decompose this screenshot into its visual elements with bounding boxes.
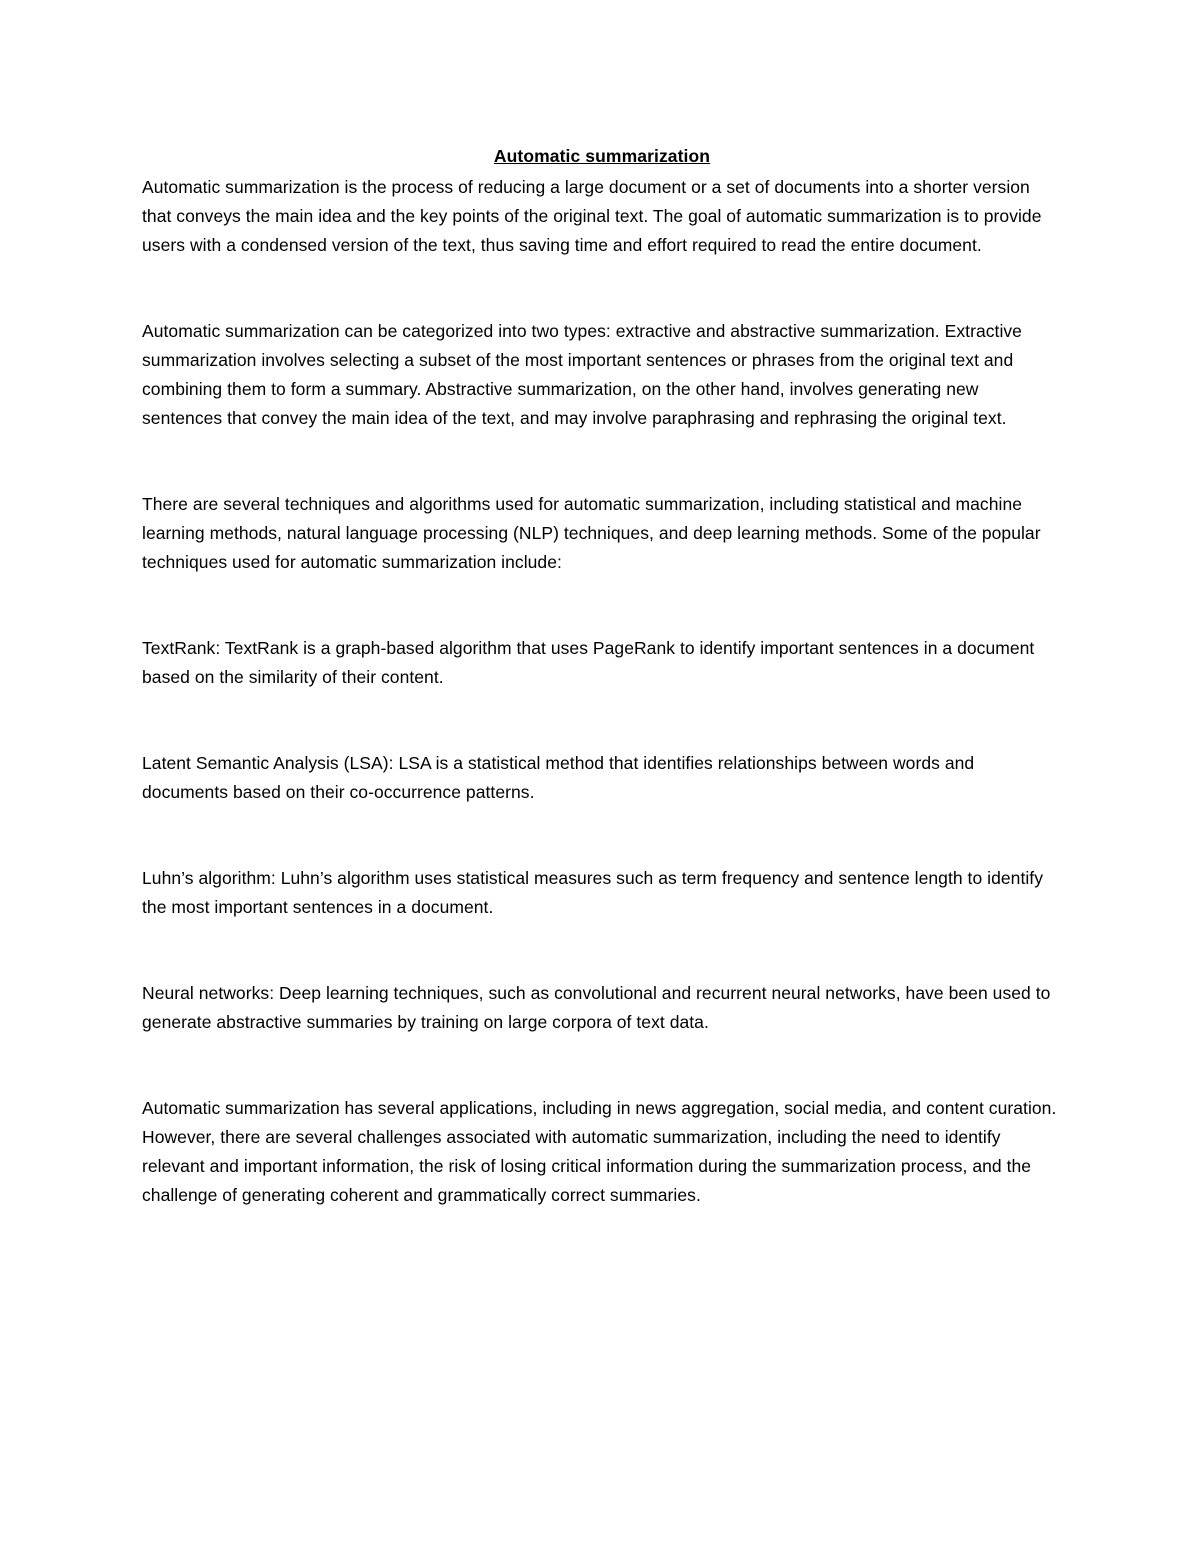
paragraph-lsa: Latent Semantic Analysis (LSA): LSA is a statistical method that identifies relationships between words and documents based on their co-occurrence patterns. bbox=[142, 753, 975, 802]
paragraph-applications: Automatic summarization has several applications, including in news aggregation, social media, and content curation. However, there are several challenges associated with automatic summarization, including the need to identify relevant and important information, the risk of losing critical information during the summarization process, and the challenge of generating coherent and grammatically correct summaries. bbox=[142, 1098, 1057, 1205]
paragraph-neural-networks: Neural networks: Deep learning techniques, such as convolutional and recurrent neural networks, have been used to generate abstractive summaries by training on large corpora of text data. bbox=[142, 983, 1051, 1032]
paragraph-techniques: There are several techniques and algorithms used for automatic summarization, including statistical and machine learning methods, natural language processing (NLP) techniques, and deep learning methods. Some of the popular techniques used for automatic summarization include: bbox=[142, 494, 1041, 572]
paragraph-types: Automatic summarization can be categorized into two types: extractive and abstractive summarization. Extractive summarization involves selecting a subset of the most important sentences or phrases from the original text and combining them to form a summary. Abstractive summarization, on the other hand, involves generating new sentences that convey the main idea of the text, and may involve paraphrasing and rephrasing the original text. bbox=[142, 321, 1022, 428]
paragraph-intro: Automatic summarization is the process of reducing a large document or a set of documents into a shorter version that conveys the main idea and the key points of the original text. The goal of automatic summarization is to provide users with a condensed version of the text, thus saving time and effort required to read the entire document. bbox=[142, 177, 1042, 255]
document-title: Automatic summarization bbox=[493, 146, 711, 166]
document-body bbox=[142, 142, 1062, 1267]
paragraph-luhn: Luhn’s algorithm: Luhn’s algorithm uses statistical measures such as term frequency and sentence length to identify the most important sentences in a document. bbox=[142, 868, 1044, 917]
paragraph-textrank: TextRank: TextRank is a graph-based algorithm that uses PageRank to identify important sentences in a document based on the similarity of their content. bbox=[142, 638, 1035, 687]
